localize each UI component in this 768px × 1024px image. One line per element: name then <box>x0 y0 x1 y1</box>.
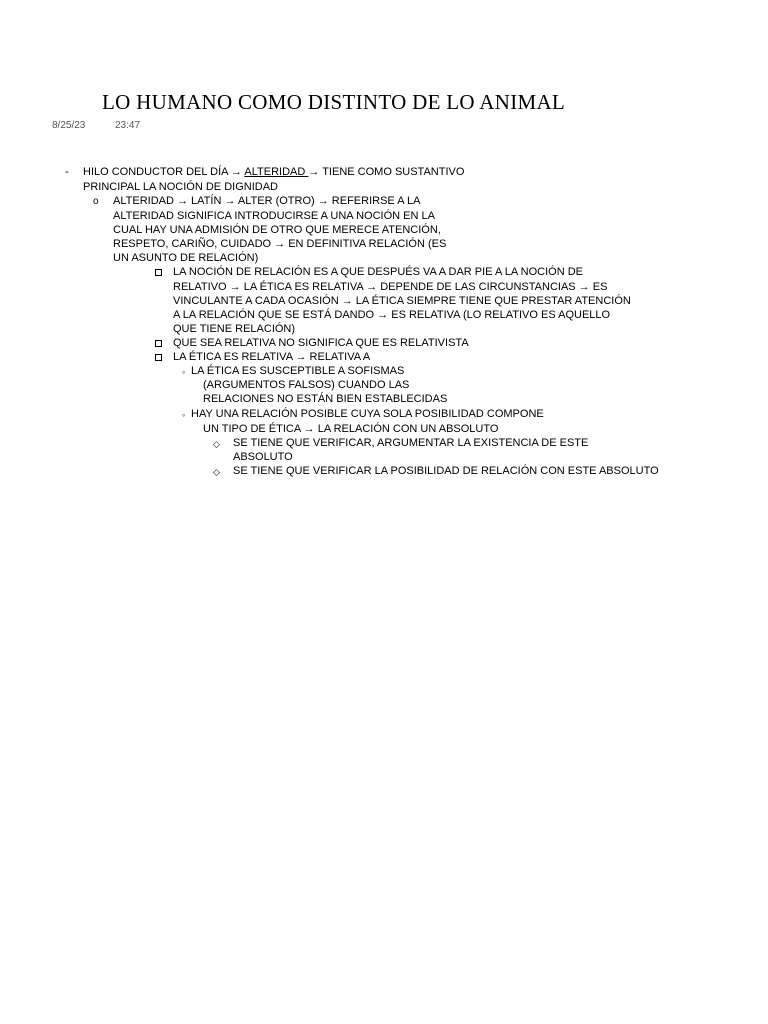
square-bullet-icon <box>155 354 162 361</box>
note-line: UN TIPO DE ÉTICA → LA RELACIÓN CON UN ABSOLUTO <box>203 423 499 435</box>
square-bullet-icon <box>155 269 162 276</box>
note-line-text: → TIENE COMO SUSTANTIVO <box>308 166 465 178</box>
note-line: VINCULANTE A CADA OCASIÓN → LA ÉTICA SIEMPRE TIENE QUE PRESTAR ATENCIÓN <box>173 295 631 307</box>
note-line: ALTERIDAD SIGNIFICA INTRODUCIRSE A UNA NOCIÓN EN LA <box>113 210 435 222</box>
note-line: QUE SEA RELATIVA NO SIGNIFICA QUE ES RELATIVISTA <box>173 337 469 349</box>
small-circle-bullet-icon: ◦ <box>182 367 186 377</box>
note-line: ABSOLUTO <box>233 451 293 463</box>
dash-bullet-icon: - <box>65 166 69 178</box>
note-line: ALTERIDAD → LATÍN → ALTER (OTRO) → REFERIRSE A LA <box>113 195 421 207</box>
note-line: UN ASUNTO DE RELACIÓN) <box>113 252 259 264</box>
note-time: 23:47 <box>115 120 141 131</box>
note-line-text: HILO CONDUCTOR DEL DÍA → <box>83 166 245 178</box>
note-date: 8/25/23 <box>52 120 86 131</box>
note-line: RESPETO, CARIÑO, CUIDADO → EN DEFINITIVA RELACIÓN (ES <box>113 238 447 250</box>
note-line: HAY UNA RELACIÓN POSIBLE CUYA SOLA POSIBILIDAD COMPONE <box>191 408 544 420</box>
note-line: CUAL HAY UNA ADMISIÓN DE OTRO QUE MERECE ATENCIÓN, <box>113 224 441 236</box>
note-line: RELATIVO → LA ÉTICA ES RELATIVA → DEPENDE DE LAS CIRCUNSTANCIAS → ES <box>173 281 608 293</box>
page-title: LO HUMANO COMO DISTINTO DE LO ANIMAL <box>102 90 566 114</box>
note-line: (ARGUMENTOS FALSOS) CUANDO LAS <box>203 379 410 391</box>
diamond-bullet-icon: ◇ <box>213 439 220 449</box>
note-line <box>83 165 464 179</box>
note-line: A LA RELACIÓN QUE SE ESTÁ DANDO → ES RELATIVA (LO RELATIVO ES AQUELLO <box>173 309 611 321</box>
note-line: QUE TIENE RELACIÓN) <box>173 323 296 335</box>
note-line: LA ÉTICA ES RELATIVA → RELATIVA A <box>173 351 371 363</box>
diamond-bullet-icon: ◇ <box>213 467 220 477</box>
note-line: SE TIENE QUE VERIFICAR LA POSIBILIDAD DE RELACIÓN CON ESTE ABSOLUTO <box>233 465 659 477</box>
circle-bullet-icon: o <box>93 196 99 207</box>
note-line: LA NOCIÓN DE RELACIÓN ES A QUE DESPUÉS VA A DAR PIE A LA NOCIÓN DE <box>173 266 583 278</box>
note-line: SE TIENE QUE VERIFICAR, ARGUMENTAR LA EXISTENCIA DE ESTE <box>233 437 589 449</box>
note-line: RELACIONES NO ESTÁN BIEN ESTABLECIDAS <box>203 393 448 405</box>
underlined-term: ALTERIDAD <box>244 166 309 178</box>
square-bullet-icon <box>155 340 162 347</box>
small-circle-bullet-icon: ◦ <box>182 410 186 420</box>
note-line: LA ÉTICA ES SUSCEPTIBLE A SOFISMAS <box>191 365 405 377</box>
note-line: PRINCIPAL LA NOCIÓN DE DIGNIDAD <box>83 181 278 193</box>
